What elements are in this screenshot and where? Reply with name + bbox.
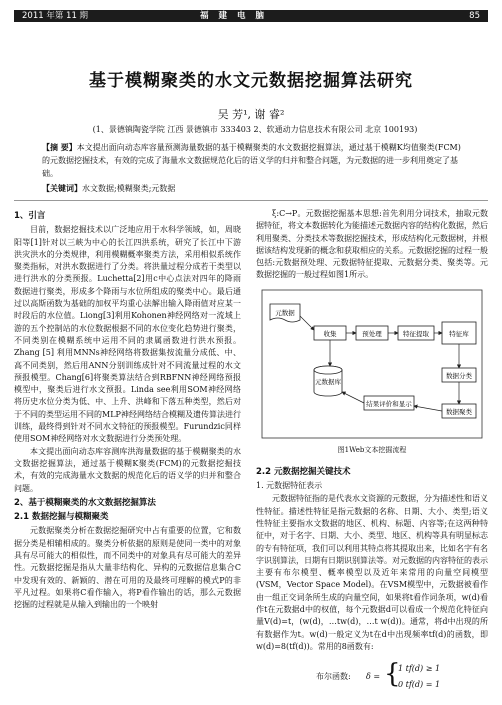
paper-affiliation: (1、景德镇陶瓷学院 江西 景德镇市 333403 2、软通动力信息技术有限公司 北京 100193) <box>92 125 418 134</box>
keywords-text: 水文数据;模糊聚类;元数据 <box>82 184 176 193</box>
section-1-title: 1、引言 <box>14 211 46 221</box>
node-data-class-label: 数据分类 <box>446 371 472 380</box>
node-preprocess-label: 预处理 <box>362 329 382 338</box>
running-header <box>0 0 502 30</box>
node-extract-label: 特征提取 <box>403 329 429 338</box>
section-2-2-title: 2.2 元数据挖掘关键技术 <box>256 466 351 477</box>
header-journal: 福建电脑 <box>200 11 275 21</box>
right-column <box>256 208 488 697</box>
figure-1 <box>256 284 488 462</box>
paper-authors: 吴 芳¹, 谢 睿² <box>217 108 285 121</box>
node-data-class <box>442 368 476 382</box>
section-2-1-title: 2.1 数据挖掘与模糊聚类 <box>14 512 109 523</box>
node-preprocess <box>356 326 388 340</box>
section-2-1-paragraph-1: 元数据聚类分析在数据挖掘研究中占有重要的位置，它和数据分类是相辅相成的。聚类分析依据的原则是使同一类中的对象具有尽可能大的相似性，而不同类中的对象具有尽可能大的差异性。元数据挖掘是指从大量非结构化、异构的元数据信息集合C中发现有效的、新颖的、潜在可用的及最终可理解的模式P的非平凡过程。如果将C看作输入，将P看作输出的话，那么元数据挖掘的过程就是从输入到输出的一个映射 <box>14 526 241 610</box>
flow-diagram <box>256 284 488 442</box>
section-2-title: 2、基于模糊聚类的水文数据挖掘算法 <box>14 497 156 508</box>
keywords <box>42 183 462 194</box>
node-collect <box>314 326 346 340</box>
abstract-text: 本文提出面向动态库容量预测海量数据的基于模糊聚类的水文数据挖掘算法，通过基于模糊K均值聚类(FCM)的元数据挖掘技术，有效的完成了海量水文数据规范化后的语义学的归并和整合问题，为元数据的进一步利用奠定了基础。 <box>42 143 461 178</box>
divider <box>14 200 488 201</box>
formula-row-2: 0 tf(d) = 1 <box>398 680 441 690</box>
paper-title: 基于模糊聚类的水文元数据挖掘算法研究 <box>89 71 413 91</box>
section-1-paragraph-2: 本文提出面向动态库容测库洪海量数据的基于模糊聚类的水文数据挖掘算法，通过基于模糊K聚类(FCM)的元数据挖掘技术，有效的完成海量水文数据的规范化后的语义学的归并和整合问题。 <box>14 446 241 493</box>
node-metadata-lib <box>314 366 342 396</box>
abstract-label: 【摘 要】 <box>42 143 77 152</box>
node-eval <box>364 396 414 410</box>
section-2-2-subtitle: 1. 元数据特征表示 <box>256 481 323 491</box>
left-column <box>14 208 241 612</box>
section-2-2-paragraph-1: 元数据特征指的是代表水文资源的元数据，分为描述性和语义性特征。描述性特征是指元数据的名称、日期、大小、类型;语义性特征主要指水文数据的地区、机构、标题、内容等;在这两种特征中，对于名字、日期、大小、类型、地区、机构等具有明显标志的专有特征项，我们可以利用其特点将其提取出来，比如名字有名字识别算法，日期有日期识别算法等。对元数据的内容特征的表示主要有布尔模型、概率模型以及近年来常用的向量空间模型(VSM，Vector Space Model)。在VSM模型中，元数据被看作由一组正交词条所生成的向量空间，如果将t看作词条项，w(d)看作t在元数据d中的权值，每个元数据d可以看成一个规范化特征向量V(d)=t，(w(d)，…tw(d)，…t w(d))。通常，将d中出现的所有数据作为t。w(d)一般定义为t在d中出现频率tf(d)的函数，即w(d)=8(tf(d))。常用的8函数有: <box>256 494 488 651</box>
section-1-paragraph-1: 目前，数据挖掘技术以广泛地应用于水科学领域，如，周晓阳等[1]针对以三峡为中心的长江四洪系统，研究了长江中下游洪灾洪水的分类规律，利用模糊概率聚类方法，采用相似系统作聚类指标，对洪水数据进行了分类。将洪量过程分成若干类型以进行洪水的分类预报。Luchetta[2]用c中心点法对四年的降雨数据进行聚类，形成多个降雨与水位所组成的聚类中心。最后通过以高斯函数为基础的加权平均重心法解出输入降雨值对应某一时段后的水位值。Liong[3]利用Kohonen神经网络对一流域上游的五个控制站的水位数据根据不同的水位变化趋势进行聚类，不同类别在模糊系统中运用不同的隶属函数进行洪水预报。Zhang [5] 利用MNNs神经网络将数据集按流量分成低、中、高不同类别，然后用ANN分别训练成针对不同流量过程的水文预报模型。Chang[6]将聚类算法结合到RBFNN神经网络预报模型中，聚类后进行水文预报。Linda see利用SOM神经网络将历史水位分类为低、中、上升、洪峰和下落五种类型，然后对于不同的类型运用不同的MLP神经网络结合模糊及遗传算法进行训练，最终得到针对不同水文特征的预报模型。Furundzic同样使用SOM神经网络对水文数据进行分类预处理。 <box>14 225 241 444</box>
node-metadata <box>270 304 300 322</box>
boolean-function-formula <box>256 657 488 697</box>
formula-label: 布尔函数: <box>316 672 351 682</box>
abstract <box>42 141 462 180</box>
header-page-number: 85 <box>469 11 480 21</box>
node-metadata-lib-label: 元数据库 <box>315 377 341 386</box>
node-metadata-label: 元数据 <box>275 308 295 317</box>
formula-brace: { <box>384 659 401 690</box>
header-issue: 2011 年第 11 期 <box>22 11 89 21</box>
formula-delta: δ = <box>366 672 381 682</box>
formula-row-1: 1 tf(d) ≥ 1 <box>398 664 441 674</box>
node-extract <box>398 326 434 340</box>
right-paragraph-1: ξ:C→P。元数据挖掘基本思想:首先利用分词技术，抽取元数据特征，将文本数据转化为能描述元数据内容的结构化数据，然后利用聚类、分类技术等数据挖掘技术，形成结构化元数据树，并根据该结构发现新的概念和获取相应的关系。元数据挖掘的过程一般包括:元数据预处理、元数据特征提取、元数据分类、聚类等。元数据挖掘的一般过程如图1所示。 <box>256 209 488 280</box>
figure-1-caption: 图1Web文本挖掘流程 <box>337 445 407 454</box>
keywords-label: 【关键词】 <box>42 184 82 193</box>
node-data-cluster <box>442 404 476 418</box>
node-feature-lib-label: 特征库 <box>449 329 469 338</box>
node-feature-lib <box>442 322 476 344</box>
node-collect-label: 收集 <box>323 329 337 338</box>
node-data-cluster-label: 数据聚类 <box>446 407 472 416</box>
node-eval-label: 结果评价和显示 <box>366 399 412 408</box>
